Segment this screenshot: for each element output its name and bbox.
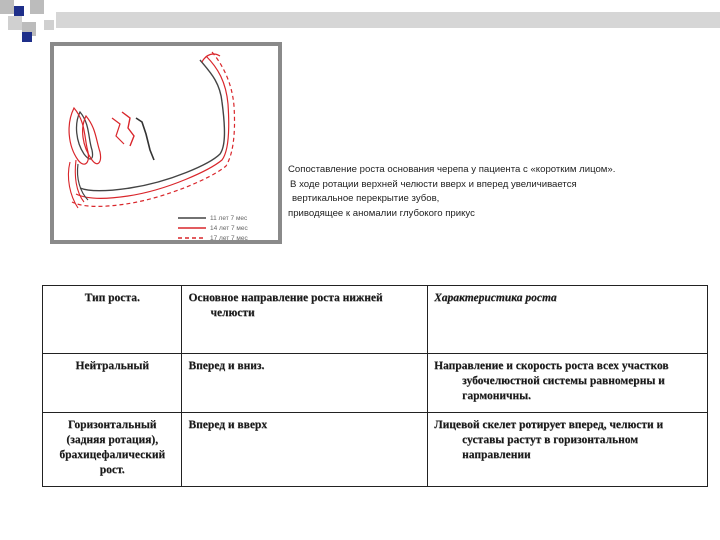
deco-square	[8, 16, 22, 30]
deco-square	[30, 0, 44, 14]
legend-label: 11 лет 7 мес	[210, 215, 248, 222]
caption-line: вертикальное перекрытие зубов,	[292, 193, 440, 204]
figure-caption	[288, 163, 708, 221]
legend-label: 14 лет 7 мес	[210, 225, 248, 232]
cell-mandible-direction: Вперед и вниз.	[182, 354, 428, 413]
decorative-header-squares	[0, 0, 720, 44]
deco-square	[0, 0, 14, 14]
cephalometric-tracing-figure	[50, 42, 282, 244]
legend-label: 17 лет 7 мес	[210, 235, 248, 242]
deco-square	[44, 20, 54, 30]
table-row	[43, 354, 708, 413]
deco-band	[56, 12, 720, 28]
table-header-row	[43, 286, 708, 354]
cell-growth-characteristic: Лицевой скелет ротирует вперед, челюсти и суставы растут в горизонтальном направлении	[428, 413, 708, 487]
caption-line: В ходе ротации верхней челюсти вверх и вперед увеличивается	[290, 178, 577, 190]
cell-mandible-direction: Вперед и вверх	[182, 413, 428, 487]
header-growth-characteristic: Характеристика роста	[428, 286, 708, 354]
header-growth-type: Тип роста.	[43, 286, 182, 354]
cell-growth-characteristic: Направление и скорость роста всех участков зубочелюстной системы равномерны и гармоничны.	[428, 354, 708, 413]
cell-growth-type: Горизонтальный (задняя ротация), брахицефалический рост.	[43, 413, 182, 487]
header-mandible-direction: Основное направление роста нижней челюсти	[182, 286, 428, 354]
growth-types-table	[42, 285, 708, 487]
table-row	[43, 413, 708, 487]
deco-square	[22, 32, 32, 42]
deco-square	[14, 6, 24, 16]
cell-growth-type: Нейтральный	[43, 354, 182, 413]
caption-line: Сопоставление роста основания черепа у пациента с «коротким лицом».	[288, 164, 616, 175]
caption-line: приводящее к аномалии глубокого прикус	[288, 207, 475, 219]
